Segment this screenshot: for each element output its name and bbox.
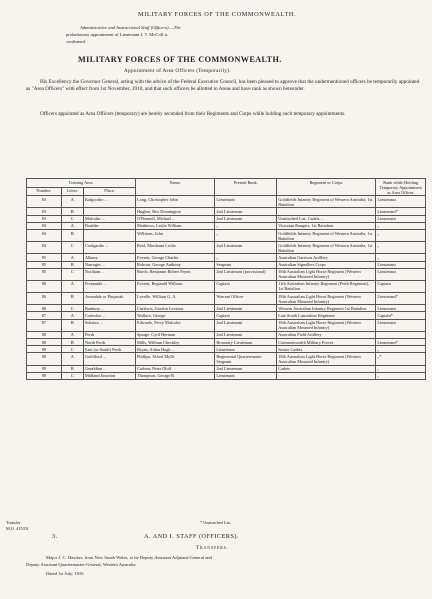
table-row (27, 215, 426, 222)
row-letter: C (61, 305, 83, 312)
row-name: Everett, Reginald William (136, 280, 215, 292)
row-rank-held: „ (376, 222, 426, 229)
row-letter: A (61, 196, 83, 208)
row-number: 84 (27, 229, 62, 241)
row-name: Hughes, Rex Donnington (136, 208, 215, 215)
margin-note-ref: M.O. 415/10. (6, 526, 30, 531)
admin-note-line3: confirmed. (66, 39, 87, 44)
margin-note-transfer: Transfer (6, 520, 21, 525)
place-header: Place. (83, 187, 135, 196)
row-name: Robson, George Anthony (136, 261, 215, 268)
table-body (27, 196, 426, 380)
row-regiment: 18th Australian Light Horse Regiment (Western Australian Mounted Infantry) (277, 353, 376, 365)
intro-paragraph: His Excellency the Governor General, acting with the advice of the Federal Executive Council, has been pleased to approve that the undermentioned officers be temporarily appointed as "Area Officers" with effect from 1st November, 1910, and that such officers be allotted to Areas and have rank as shown hereunder. (26, 79, 420, 92)
row-name: Wallace, George (136, 312, 215, 319)
rank-held-header: Rank while Holding Temporary Appointment as Area Officer. (376, 179, 426, 196)
row-regiment: 18th Australian Light Horse Regiment (Western Australian Mounted Infantry) (277, 319, 376, 331)
training-area-header: Training Area. (27, 179, 136, 188)
table-row (27, 372, 426, 379)
row-place: Subiaco ... (83, 319, 135, 331)
row-place: Guildford ... (83, 353, 135, 365)
row-present-rank: 2nd Lieutenant (215, 365, 277, 372)
row-number: 86 (27, 280, 62, 292)
row-place (83, 208, 135, 215)
row-letter: B (61, 339, 83, 346)
row-place (83, 229, 135, 241)
table-row (27, 242, 426, 254)
row-present-rank: 2nd Lieutenant (215, 331, 277, 338)
row-name: O'Donnell, Michael ... (136, 215, 215, 222)
subtitle: Appointment of Area Officers (Temporarily). (124, 68, 231, 74)
row-letter: C (61, 346, 83, 353)
row-rank-held: „ (376, 372, 426, 379)
row-letter: C (61, 215, 83, 222)
table-row (27, 305, 426, 312)
transfer-line2: Deputy Assistant Quartermaster-General, Western Australia. (26, 562, 137, 567)
row-letter: A (61, 222, 83, 229)
row-present-rank: Lieutenant (215, 346, 277, 353)
row-letter: A (61, 280, 83, 292)
transfer-line1: Major J. C. Hawker, from New South Wales, to be Deputy Assistant Adjutant-General and (46, 555, 212, 560)
row-present-rank: 2nd Lieutenant (215, 319, 277, 331)
row-present-rank: Captain (215, 280, 277, 292)
row-letter: B (61, 319, 83, 331)
row-place: Perth (83, 331, 135, 338)
row-letter: B (61, 261, 83, 268)
row-rank-held: Lieutenant* (376, 208, 426, 215)
seconded-paragraph: Officers appointed as Area Officers (temporary) are hereby seconded from their Regiments and Corps while holding such temporary appointments. (40, 111, 346, 117)
area-officers-table (26, 178, 426, 380)
row-rank-held: Lieutenant (376, 215, 426, 222)
row-place: Bunbury ... (83, 305, 135, 312)
regiment-header: Regiment or Corps. (277, 179, 376, 196)
row-letter: A (61, 254, 83, 261)
row-place: Midland Junction (83, 372, 135, 379)
name-header: Name. (136, 179, 215, 196)
row-number: 87 (27, 319, 62, 331)
table-row (27, 293, 426, 305)
letter-header: Letter. (61, 187, 83, 196)
row-place: Fremantle ... (83, 280, 135, 292)
row-letter: A (61, 353, 83, 365)
row-letter: C (61, 372, 83, 379)
row-regiment (277, 372, 376, 379)
row-rank-held: „* (376, 353, 426, 365)
row-place: Malcolm ... (83, 215, 135, 222)
admin-note-line1: Administrative and Instructional Staff (Officers).—The (80, 25, 181, 30)
main-title: MILITARY FORCES OF THE COMMONWEALTH. (78, 55, 282, 64)
row-regiment: Goldfields Infantry Regiment of Western Australia, 1st Battalion (277, 196, 376, 208)
row-number: 83 (27, 208, 62, 215)
table-row (27, 254, 426, 261)
row-number: 83 (27, 215, 62, 222)
table-row (27, 261, 426, 268)
row-letter: B (61, 229, 83, 241)
row-name: Lovelle, William G. A. (136, 293, 215, 305)
row-place: Cottesloe ... (83, 312, 135, 319)
row-number: 88 (27, 346, 62, 353)
row-number: 83 (27, 196, 62, 208)
row-regiment: Goldfields Infantry Regiment of Western Australia, 1st Battalion (277, 242, 376, 254)
row-rank-held: Captain (376, 280, 426, 292)
row-place: Northam ... (83, 268, 135, 280)
table-row (27, 331, 426, 338)
row-number: 86 (27, 293, 62, 305)
table-row (27, 222, 426, 229)
row-number: 89 (27, 353, 62, 365)
row-place: Coolgardie ... (83, 242, 135, 254)
row-place: Geraldton ... (83, 365, 135, 372)
row-regiment: 18th Australian Light Horse Regiment (Western Australian Mounted Infantry) (277, 293, 376, 305)
row-name: Carlsen, Peter Oloff (136, 365, 215, 372)
row-place: North Perth (83, 339, 135, 346)
row-name: Williams, John (136, 229, 215, 241)
table-row (27, 365, 426, 372)
row-name: Long, Christopher John (136, 196, 215, 208)
row-name: Curlewis, Gordon Levason (136, 305, 215, 312)
row-regiment: Australian Field Artillery (277, 331, 376, 338)
section-title: A. AND I. STAFF (OFFICERS). (144, 533, 240, 540)
row-letter: B (61, 365, 83, 372)
row-regiment (277, 208, 376, 215)
row-name: Mills, William Checkley (136, 339, 215, 346)
row-rank-held: „ (376, 229, 426, 241)
row-number: 86 (27, 305, 62, 312)
row-present-rank: 2nd Lieutenant (215, 215, 277, 222)
row-regiment: 18th Australian Light Horse Regiment (Western Australian Mounted Infantry) (277, 268, 376, 280)
row-present-rank: Warrant Officer (215, 293, 277, 305)
table-row (27, 312, 426, 319)
row-number: 84 (27, 242, 62, 254)
row-regiment: Late South Lancashire Regiment (277, 312, 376, 319)
row-name: Everett, George Charles (136, 254, 215, 261)
row-rank-held: Lieutenant (376, 196, 426, 208)
row-rank-held: Lieutenant* (376, 293, 426, 305)
row-regiment: Senior Cadets (277, 346, 376, 353)
row-rank-held: „ (376, 254, 426, 261)
row-name: Spurge, Cyril Herman (136, 331, 215, 338)
row-regiment: Unattached List, Cadets ... (277, 215, 376, 222)
row-number: 85 (27, 268, 62, 280)
table-row (27, 196, 426, 208)
table-row (27, 268, 426, 280)
row-name: Edwards, Percy Malcolm (136, 319, 215, 331)
row-rank-held: Lieutenant (376, 305, 426, 312)
row-present-rank: 2nd Lieutenant (215, 305, 277, 312)
row-place: Narrogin ... (83, 261, 135, 268)
table-row (27, 208, 426, 215)
table-row (27, 339, 426, 346)
row-rank-held: Lieutenant* (376, 339, 426, 346)
row-regiment: Goldfields Infantry Regiment of Western Australia, 1st Battalion (277, 229, 376, 241)
row-regiment: Cadets (277, 365, 376, 372)
row-rank-held: Lieutenant (376, 268, 426, 280)
row-name: Burch, Benjamin Robert Prynn (136, 268, 215, 280)
table-row (27, 319, 426, 331)
row-number: 89 (27, 365, 62, 372)
row-place: East (or South) Perth (83, 346, 135, 353)
row-number: 85 (27, 261, 62, 268)
row-place: Armadale or Pinjarrah (83, 293, 135, 305)
row-letter: C (61, 242, 83, 254)
row-letter: A (61, 312, 83, 319)
transfers-title: Transfers. (196, 545, 229, 551)
number-header: Number. (27, 187, 62, 196)
row-rank-held (376, 331, 426, 338)
row-rank-held: Lieutenant (376, 319, 426, 331)
row-present-rank: „ (215, 254, 277, 261)
table-row (27, 346, 426, 353)
row-rank-held: „ (376, 365, 426, 372)
row-name: Reid, Mordaunt Leslie (136, 242, 215, 254)
top-title: MILITARY FORCES OF THE COMMONWEALTH. (138, 11, 297, 18)
row-regiment: 11th Australian Infantry Regiment (Perth Regiment), 1st Battalion (277, 280, 376, 292)
row-place: Boulder (83, 222, 135, 229)
row-letter: C (61, 268, 83, 280)
row-number: 89 (27, 372, 62, 379)
row-name: Bryan, Aidan Hugh ... (136, 346, 215, 353)
admin-note-line2: probationary appointment of Lieutenant J. T. McColl is (66, 32, 168, 37)
row-present-rank: Captain (215, 312, 277, 319)
row-number: 84 (27, 222, 62, 229)
row-letter: A (61, 331, 83, 338)
row-regiment: Australian Garrison Artillery (277, 254, 376, 261)
row-regiment: Commonwealth Military Forces (277, 339, 376, 346)
section-number: 3. (52, 533, 58, 540)
row-present-rank: 2nd Lieutenant (215, 242, 277, 254)
row-name: Matthews, Leslie William (136, 222, 215, 229)
unattached-note: * Unattached List. (200, 520, 232, 525)
row-rank-held: Lieutenant (376, 261, 426, 268)
table-row (27, 229, 426, 241)
row-number: 87 (27, 312, 62, 319)
row-number: 88 (27, 339, 62, 346)
row-present-rank: „ (215, 229, 277, 241)
row-regiment: Victorian Rangers, 1st Battalion (277, 222, 376, 229)
row-name: Phillips, Alfred Mylls (136, 353, 215, 365)
row-present-rank: Regimental Quartermaster Sergeant (215, 353, 277, 365)
row-present-rank: Lieutenant (215, 372, 277, 379)
row-place: Kalgoorlie ... (83, 196, 135, 208)
row-number: 85 (27, 254, 62, 261)
row-letter: B (61, 293, 83, 305)
table-row (27, 280, 426, 292)
row-present-rank: Lieutenant (215, 196, 277, 208)
row-place: Albany (83, 254, 135, 261)
row-regiment: Western Australian Infantry Regiment 1st Battalion (277, 305, 376, 312)
dated-line: Dated 1st July, 1910. (46, 571, 85, 576)
row-rank-held: Captain* (376, 312, 426, 319)
row-regiment: Australian Signallers Corps (277, 261, 376, 268)
present-rank-header: Present Rank. (215, 179, 277, 196)
row-present-rank: Sergeant (215, 261, 277, 268)
row-letter: B (61, 208, 83, 215)
row-present-rank: Honorary Lieutenant (215, 339, 277, 346)
row-present-rank: 2nd Lieutenant (215, 208, 277, 215)
row-rank-held: „ (376, 346, 426, 353)
row-rank-held: „ (376, 242, 426, 254)
table-row (27, 353, 426, 365)
row-number: 88 (27, 331, 62, 338)
row-present-rank: 2nd Lieutenant (provisional) (215, 268, 277, 280)
row-present-rank: „ (215, 222, 277, 229)
row-name: Thompson, George R. (136, 372, 215, 379)
